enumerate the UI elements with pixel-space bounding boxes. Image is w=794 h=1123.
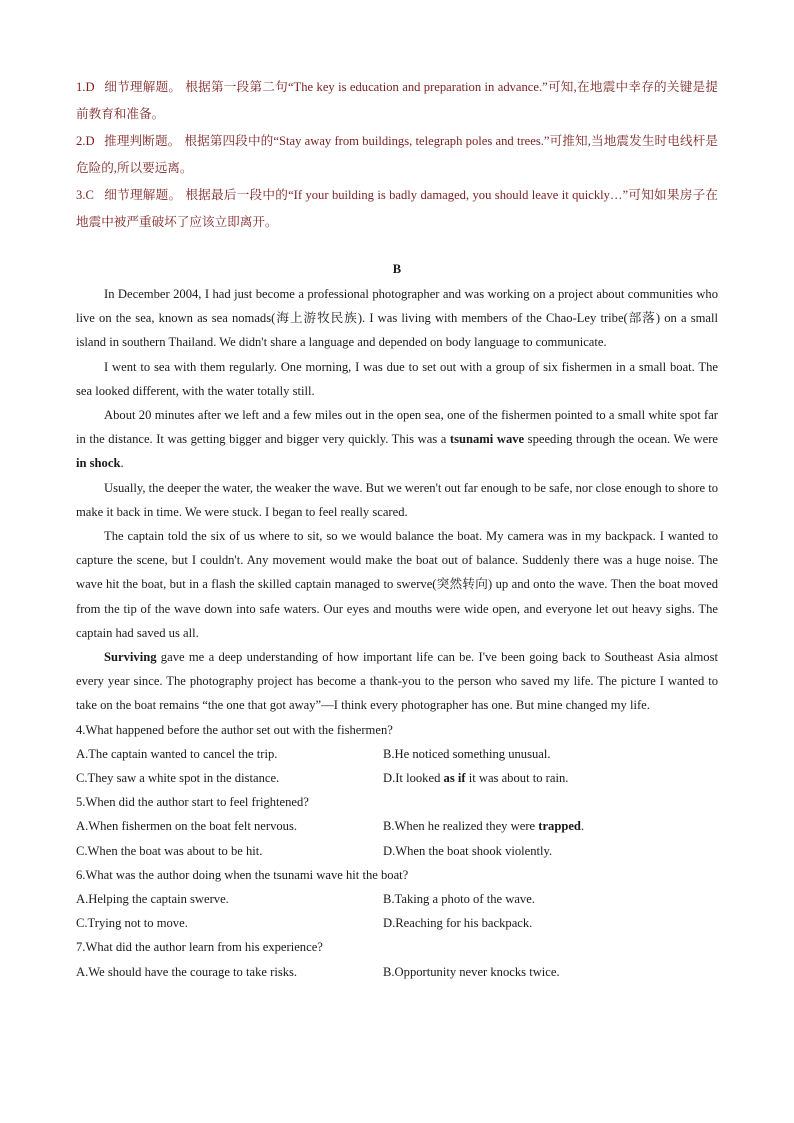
text-segment: it was about to rain. [465,771,569,786]
bold-phrase: as if [443,771,466,786]
option-a: A.Helping the captain swerve. [76,892,229,907]
options-row [76,887,718,911]
answer-text: 根据第一段第二句“The key is education and preparation in advance.”可知,在地震中幸存的关键是提前教育和准备。 [76,80,718,121]
text-segment: . [580,819,585,834]
option-c: C.When the boat was about to be hit. [76,843,263,858]
option-d: D.When the boat shook violently. [383,843,553,858]
question-6: 6.What was the author doing when the tsunami wave hit the boat? [76,867,409,882]
options-row [76,960,718,984]
text-segment: D.It looked [383,771,444,786]
option-b [383,814,690,838]
answer-type: 细节理解题。 [104,80,182,94]
option-c: C.They saw a white spot in the distance. [76,771,280,786]
question-7: 7.What did the author learn from his experience? [76,940,323,955]
question-5: 5.When did the author start to feel frightened? [76,795,309,810]
text-segment: speeding through the ocean. We were [524,432,718,447]
text-segment: . [120,456,124,471]
option-b: B.He noticed something unusual. [383,746,551,761]
answer-text: 根据最后一段中的“If your building is badly damaged, you should leave it quickly…”可知如果房子在地震中被严重破坏了应该立即离开。 [76,188,719,229]
options-row [76,911,718,935]
answer-number: 2.D [76,134,95,148]
options-row [76,742,718,766]
text-segment: B.When he realized they were [383,819,539,834]
option-d [383,766,690,790]
options-row [76,814,718,838]
answer-1 [76,74,718,128]
option-a: A.The captain wanted to cancel the trip. [76,746,278,761]
passage-paragraph-6 [76,645,718,718]
passage-paragraph-4: Usually, the deeper the water, the weaker the wave. But we weren't out far enough to be safe, nor close enough to shore to make it back in time. We were stuck. I began to feel really scared. [76,480,718,519]
answer-3 [76,182,718,236]
bold-phrase: tsunami wave [449,432,525,447]
answer-type: 推理判断题。 [104,134,181,148]
text-segment: gave me a deep understanding of how important life can be. I've been going back to Southeast Asia almost every year since. The photography project has become a thank-you to the person who saved my life. The picture I wanted to take on the boat remains “the one that got away”—I think every photographer has one. But mine changed my life. [76,650,718,713]
passage-paragraph-3 [76,403,718,476]
question-4: 4.What happened before the author set out with the fishermen? [76,722,393,737]
options-row [76,766,718,790]
passage-paragraph-5: The captain told the six of us where to sit, so we would balance the boat. My camera was in my backpack. I wanted to capture the scene, but I couldn't. Any movement would make the boat out of balance. Suddenly there was a huge noise. The wave hit the boat, but in a flash the skilled captain managed to swerve(突然转向) up and onto the wave. Then the boat moved from the tip of the wave down into safe waters. Our eyes and mouths were wide open, and everyone let out heavy sighs. The captain had saved us all. [76,529,718,640]
answer-type: 细节理解题。 [104,188,182,202]
option-b: B.Taking a photo of the wave. [383,892,535,907]
answer-number: 1.D [76,80,95,94]
options-row [76,839,718,863]
option-b: B.Opportunity never knocks twice. [383,964,560,979]
bold-phrase: trapped [538,819,581,834]
option-a: A.We should have the courage to take risks. [76,964,298,979]
passage-paragraph-2: I went to sea with them regularly. One morning, I was due to set out with a group of six fishermen in a small boat. The sea looked different, with the water totally still. [76,359,718,398]
answer-number: 3.C [76,188,94,202]
option-a: A.When fishermen on the boat felt nervous. [76,819,298,834]
answer-2 [76,128,718,182]
option-c: C.Trying not to move. [76,916,188,931]
bold-phrase: Surviving [104,650,157,665]
text-segment: About 20 minutes after we left and a few miles out in the open sea, one of the fishermen pointed to a small white spot far in the distance. It was getting bigger and bigger very quickly. This was a [76,408,718,447]
passage-paragraph-1: In December 2004, I had just become a professional photographer and was working on a project about communities who live on the sea, known as sea nomads(海上游牧民族). I was living with members of the Chao-Ley tribe(部落) on a small island in southern Thailand. We didn't share a language and depended on body language to communicate. [76,287,718,350]
document-page [76,74,718,984]
option-d: D.Reaching for his backpack. [383,916,533,931]
answer-text: 根据第四段中的“Stay away from buildings, telegraph poles and trees.”可推知,当地震发生时电线杆是危险的,所以要远离。 [76,134,718,175]
section-title: B [392,262,402,276]
bold-phrase: in shock [76,456,121,471]
